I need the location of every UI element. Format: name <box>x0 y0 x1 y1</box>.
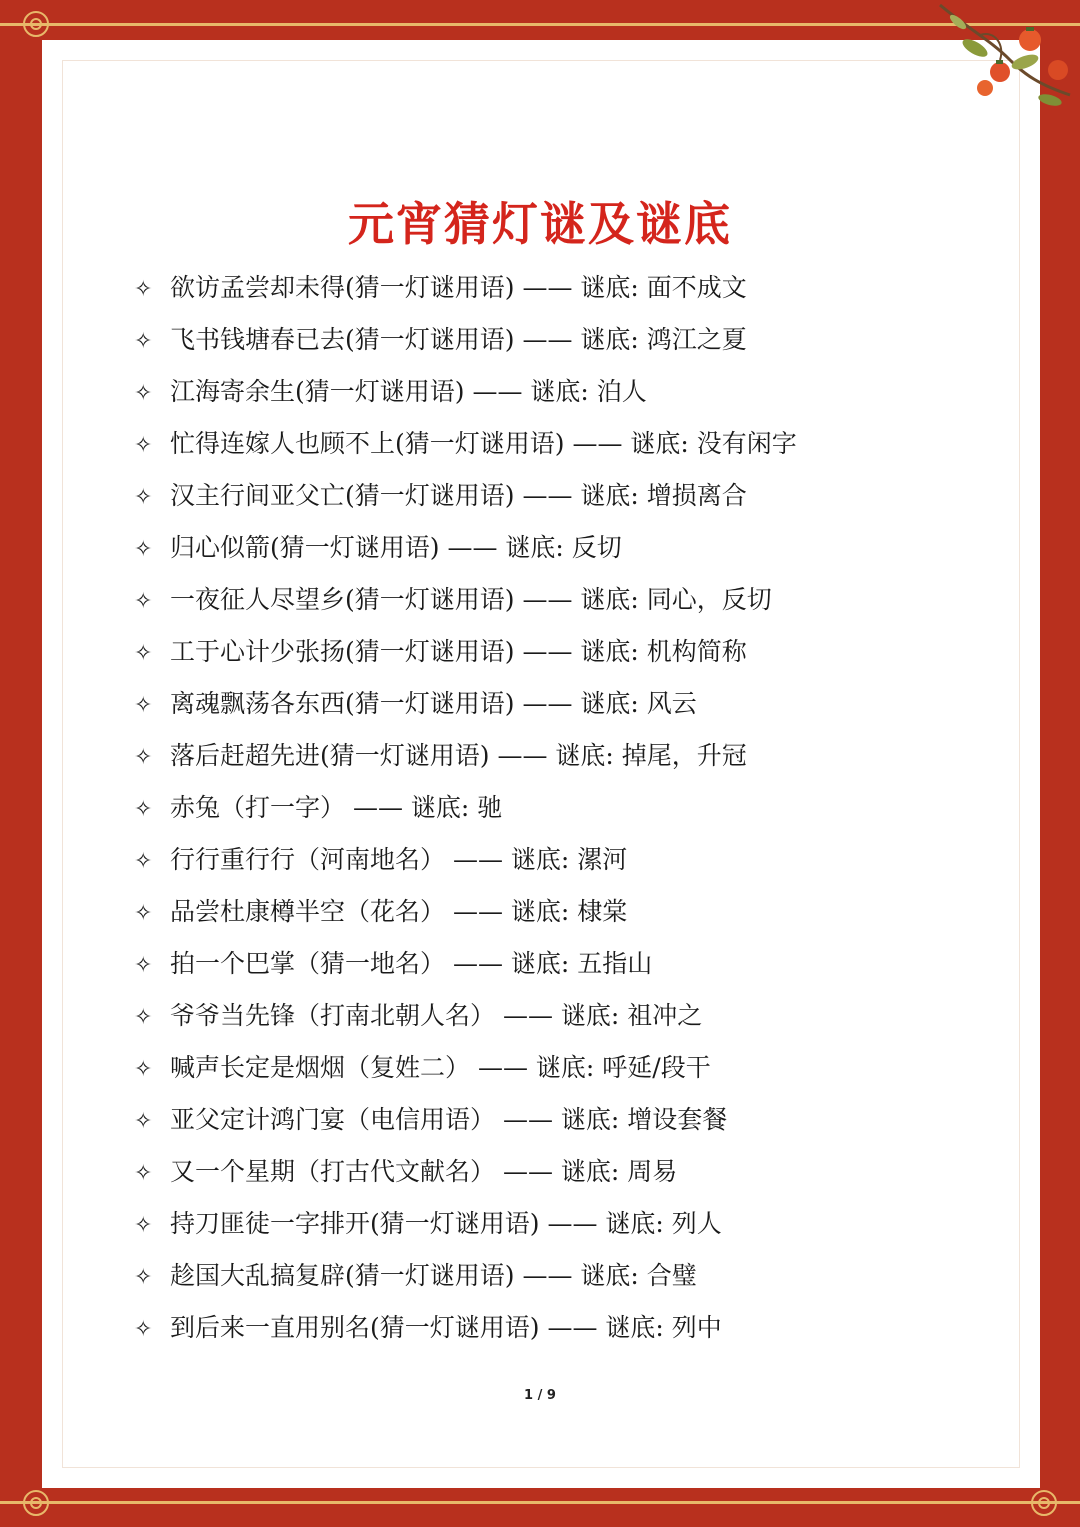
sparkle-icon: ✧ <box>134 953 153 978</box>
riddle-text: 到后来一直用别名(猜一灯谜用语) —— 谜底: 列中 <box>170 1313 722 1342</box>
sparkle-icon: ✧ <box>134 1005 153 1030</box>
riddle-text: 飞书钱塘春已去(猜一灯谜用语) —— 谜底: 鸿江之夏 <box>170 325 747 354</box>
riddle-text: 拍一个巴掌（猜一地名） —— 谜底: 五指山 <box>170 949 653 978</box>
sparkle-icon: ✧ <box>134 485 153 510</box>
list-item <box>134 1302 797 1354</box>
list-item <box>134 522 797 574</box>
list-item <box>134 938 797 990</box>
sparkle-icon: ✧ <box>134 745 153 770</box>
riddle-text: 汉主行间亚父亡(猜一灯谜用语) —— 谜底: 增损离合 <box>170 481 747 510</box>
riddle-text: 爷爷当先锋（打南北朝人名） —— 谜底: 祖冲之 <box>170 1001 703 1030</box>
list-item <box>134 1198 797 1250</box>
list-item <box>134 730 797 782</box>
riddle-text: 工于心计少张扬(猜一灯谜用语) —— 谜底: 机构简称 <box>170 637 747 666</box>
sparkle-icon: ✧ <box>134 329 153 354</box>
sparkle-icon: ✧ <box>134 1265 153 1290</box>
riddle-text: 忙得连嫁人也顾不上(猜一灯谜用语) —— 谜底: 没有闲字 <box>170 429 797 458</box>
sparkle-icon: ✧ <box>134 381 153 406</box>
riddle-text: 赤兔（打一字） —— 谜底: 驰 <box>170 793 503 822</box>
riddle-text: 欲访孟尝却未得(猜一灯谜用语) —— 谜底: 面不成文 <box>170 273 747 302</box>
list-item <box>134 834 797 886</box>
list-item <box>134 418 797 470</box>
list-item <box>134 366 797 418</box>
sparkle-icon: ✧ <box>134 1213 153 1238</box>
riddle-text: 落后赶超先进(猜一灯谜用语) —— 谜底: 掉尾，升冠 <box>170 741 747 770</box>
sparkle-icon: ✧ <box>134 797 153 822</box>
list-item <box>134 990 797 1042</box>
corner-knot-icon <box>1031 1490 1057 1516</box>
list-item <box>134 262 797 314</box>
list-item <box>134 1094 797 1146</box>
sparkle-icon: ✧ <box>134 1057 153 1082</box>
list-item <box>134 574 797 626</box>
sparkle-icon: ✧ <box>134 1317 153 1342</box>
gold-bottom-line <box>0 1501 1080 1504</box>
sparkle-icon: ✧ <box>134 433 153 458</box>
sparkle-icon: ✧ <box>134 277 153 302</box>
corner-knot-icon <box>23 1490 49 1516</box>
riddle-text: 趁国大乱搞复辟(猜一灯谜用语) —— 谜底: 合璧 <box>170 1261 697 1290</box>
list-item <box>134 678 797 730</box>
corner-knot-icon <box>23 11 49 37</box>
riddle-text: 亚父定计鸿门宴（电信用语） —— 谜底: 增设套餐 <box>170 1105 728 1134</box>
riddle-text: 行行重行行（河南地名） —— 谜底: 漯河 <box>170 845 628 874</box>
sparkle-icon: ✧ <box>134 1109 153 1134</box>
sparkle-icon: ✧ <box>134 537 153 562</box>
list-item <box>134 1250 797 1302</box>
sparkle-icon: ✧ <box>134 693 153 718</box>
gold-top-line <box>0 23 1080 26</box>
riddle-text: 喊声长定是烟烟（复姓二） —— 谜底: 呼延/段干 <box>170 1053 711 1082</box>
list-item <box>134 782 797 834</box>
riddle-text: 离魂飘荡各东西(猜一灯谜用语) —— 谜底: 风云 <box>170 689 697 718</box>
list-item <box>134 626 797 678</box>
list-item <box>134 1042 797 1094</box>
sparkle-icon: ✧ <box>134 1161 153 1186</box>
riddle-text: 又一个星期（打古代文献名） —— 谜底: 周易 <box>170 1157 678 1186</box>
sparkle-icon: ✧ <box>134 589 153 614</box>
list-item <box>134 470 797 522</box>
riddle-text: 江海寄余生(猜一灯谜用语) —— 谜底: 泊人 <box>170 377 647 406</box>
sparkle-icon: ✧ <box>134 849 153 874</box>
list-item <box>134 886 797 938</box>
list-item <box>134 314 797 366</box>
list-item <box>134 1146 797 1198</box>
sparkle-icon: ✧ <box>134 641 153 666</box>
riddle-text: 一夜征人尽望乡(猜一灯谜用语) —— 谜底: 同心，反切 <box>170 585 772 614</box>
riddle-text: 品尝杜康樽半空（花名） —— 谜底: 棣棠 <box>170 897 628 926</box>
sparkle-icon: ✧ <box>134 901 153 926</box>
persimmon-branch-icon <box>930 0 1080 120</box>
riddle-text: 归心似箭(猜一灯谜用语) —— 谜底: 反切 <box>170 533 622 562</box>
riddle-list <box>134 262 797 1354</box>
riddle-text: 持刀匪徒一字排开(猜一灯谜用语) —— 谜底: 列人 <box>170 1209 722 1238</box>
page-number: 1 / 9 <box>524 1388 556 1403</box>
page-title: 元宵猜灯谜及谜底 <box>348 197 732 251</box>
